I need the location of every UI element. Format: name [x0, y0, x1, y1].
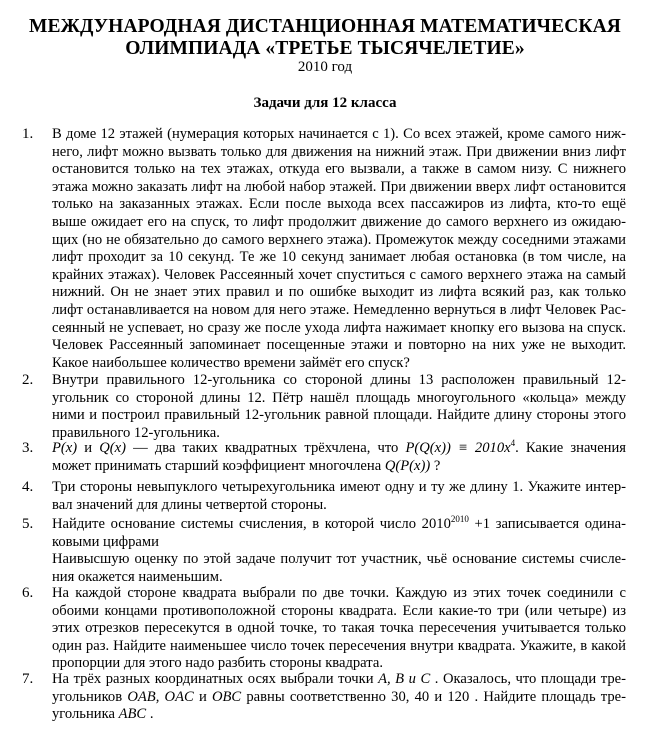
- text-fragment: Найдите основание системы счисления, в которой число: [52, 516, 417, 532]
- text-line: обоими концами противоположной стороны квадрата. Если какие-то три (или четыре) из: [52, 602, 626, 619]
- text-fragment: На трёх разных координатных осях выбрали точки: [52, 671, 374, 687]
- text-line: ними и построил правильный 12-угольник равной площади. Найдите длину стороны этого: [52, 407, 626, 424]
- text-fragment: ?: [433, 457, 441, 474]
- exponent: 2010: [450, 514, 469, 524]
- title-line-1: МЕЖДУНАРОДНАЯ ДИСТАНЦИОННАЯ МАТЕМАТИЧЕСКАЯ: [29, 16, 621, 37]
- text-fragment: и: [198, 688, 207, 705]
- text-line: щих (но не обязательно до самого верхнего этажа). Промежуток между соседними этажами: [52, 231, 626, 248]
- text-line: Три стороны невыпуклого четырехугольника имеют одну и ту же длину 1. Укажите интер-: [52, 479, 626, 495]
- text-fragment: угольника: [52, 706, 115, 723]
- text-line: [52, 516, 626, 534]
- text-line: остановится только на тех этажах, откуда его вызвали, а также в самом низу. С нижнего: [52, 161, 626, 178]
- formula: A, B и C: [378, 671, 431, 687]
- title-line-2: ОЛИМПИАДА «ТРЕТЬЕ ТЫСЯЧЕЛЕТИЕ»: [125, 38, 525, 59]
- problem-number: 2.: [22, 372, 34, 388]
- text-line: ковыми цифрами: [52, 533, 159, 550]
- formula: ABC: [118, 706, 147, 723]
- text-fragment: . Какие значения: [515, 440, 627, 456]
- text-fragment: записывается одина-: [495, 516, 626, 532]
- exponent: 4: [510, 438, 516, 448]
- text-fragment: и: [84, 440, 93, 456]
- formula: Q(x): [99, 440, 126, 456]
- text-line: Внутри правильного 12-угольника со стороной длины 13 расположен правильный 12-: [52, 372, 626, 388]
- text-fragment: может принимать старший коэффициент многочлена: [52, 457, 382, 474]
- formula: P(Q(x)) ≡ 2010x: [405, 440, 511, 456]
- problem-text: [52, 585, 626, 673]
- problem-text: [52, 671, 626, 724]
- problem-text: [52, 372, 626, 442]
- text-line: лифт проходит за 10 секунд. Те же 10 секунд занимает любая остановка (в том числе, на: [52, 249, 626, 266]
- grade-heading: Задачи для 12 класса: [253, 95, 397, 111]
- formula: OBC: [211, 688, 242, 705]
- text-line: этажа можно заказать лифт на любой набор этажей. При движении вверх лифт остановится: [52, 178, 626, 195]
- problem-number: 1.: [22, 126, 34, 142]
- problem-text: [52, 126, 626, 372]
- text-line: этих отрезков пересекутся в одной точке, то такая точка пересечения учитывается только: [52, 620, 626, 637]
- text-fragment: равны соответственно 30, 40 и 120 . Найдите площадь тре-: [246, 688, 626, 705]
- text-line: Человек Рассеянный запоминает посещенные этажи и повторно на них уже не выходит.: [52, 337, 626, 354]
- text-line: Наивысшую оценку по этой задаче получит тот участник, чьё основание системы счисле-: [52, 551, 626, 568]
- formula: Q(P(x)): [384, 457, 431, 474]
- problem-number: 6.: [22, 585, 34, 601]
- text-line: него, лифт можно вызвать только для движения на нижний этаж. При движении вниз лифт: [52, 143, 626, 160]
- text-line: Какое наибольшее количество времени займёт его спуск?: [52, 354, 410, 371]
- text-line: [52, 706, 626, 724]
- text-fragment: угольников: [52, 688, 123, 705]
- text-line: только на заказанных этажах. Если после выхода всех пассажиров из лифта, кто-то ещё: [52, 196, 626, 213]
- problem-number: 4.: [22, 479, 34, 495]
- formula: 2010: [421, 516, 451, 532]
- text-fragment: — два таких квадратных трёхчлена, что: [133, 440, 399, 456]
- text-line: нижний. Он не знает этих правил и по ошибке выходит из лифта всякий раз, как только: [52, 284, 626, 301]
- text-line: [52, 671, 626, 689]
- problem-text: [52, 479, 626, 514]
- text-line: вал значений для длины четвертой стороны.: [52, 496, 327, 513]
- text-line: правильного 12-угольника.: [52, 424, 220, 441]
- text-fragment: .: [149, 706, 154, 723]
- year-label: 2010 год: [297, 59, 353, 75]
- text-line: один раз. Найдите наименьшее число точек пересечения внутри квадрата. Укажите, в какой: [52, 637, 626, 654]
- text-line: лифт останавливается на новом для него этаже. Немедленно вернуться в лифт Человек Рас-: [52, 301, 626, 318]
- text-line: выше ожидает его на спуск, то лифт продолжит движение до самого верхнего из ожидаю-: [52, 213, 626, 230]
- text-line: [52, 458, 626, 476]
- text-line: ния окажется наименьшим.: [52, 568, 223, 585]
- text-fragment: . Оказалось, что площади тре-: [434, 671, 626, 687]
- problem-number: 3.: [22, 440, 34, 456]
- formula: +1: [474, 516, 491, 532]
- text-line: угольник со стороной длины 12. Пётр нашёл площадь многоугольного «кольца» между: [52, 389, 626, 406]
- problem-number: 7.: [22, 671, 34, 687]
- formula: P(x): [52, 440, 78, 456]
- text-line: [52, 689, 626, 707]
- problem-number: 5.: [22, 516, 34, 532]
- text-line: [52, 440, 626, 458]
- problem-text: [52, 440, 626, 475]
- text-line: На каждой стороне квадрата выбрали по две точки. Каждую из этих точек соединили с: [52, 585, 626, 601]
- problem-text: [52, 516, 626, 586]
- formula: OAB, OAC: [127, 688, 194, 705]
- text-line: пропорции для этого надо разбить стороны квадрата.: [52, 655, 383, 672]
- text-line: сеянный не успевает, но сразу же после ухода лифта нажимает кнопку его вызова на спуск.: [52, 319, 626, 336]
- text-line: крайних этажах). Человек Рассеянный хочет спуститься с самого верхнего этажа на самый: [52, 266, 626, 283]
- text-line: В доме 12 этажей (нумерация которых начинается с 1). Со всех этажей, кроме самого ниж-: [52, 126, 626, 142]
